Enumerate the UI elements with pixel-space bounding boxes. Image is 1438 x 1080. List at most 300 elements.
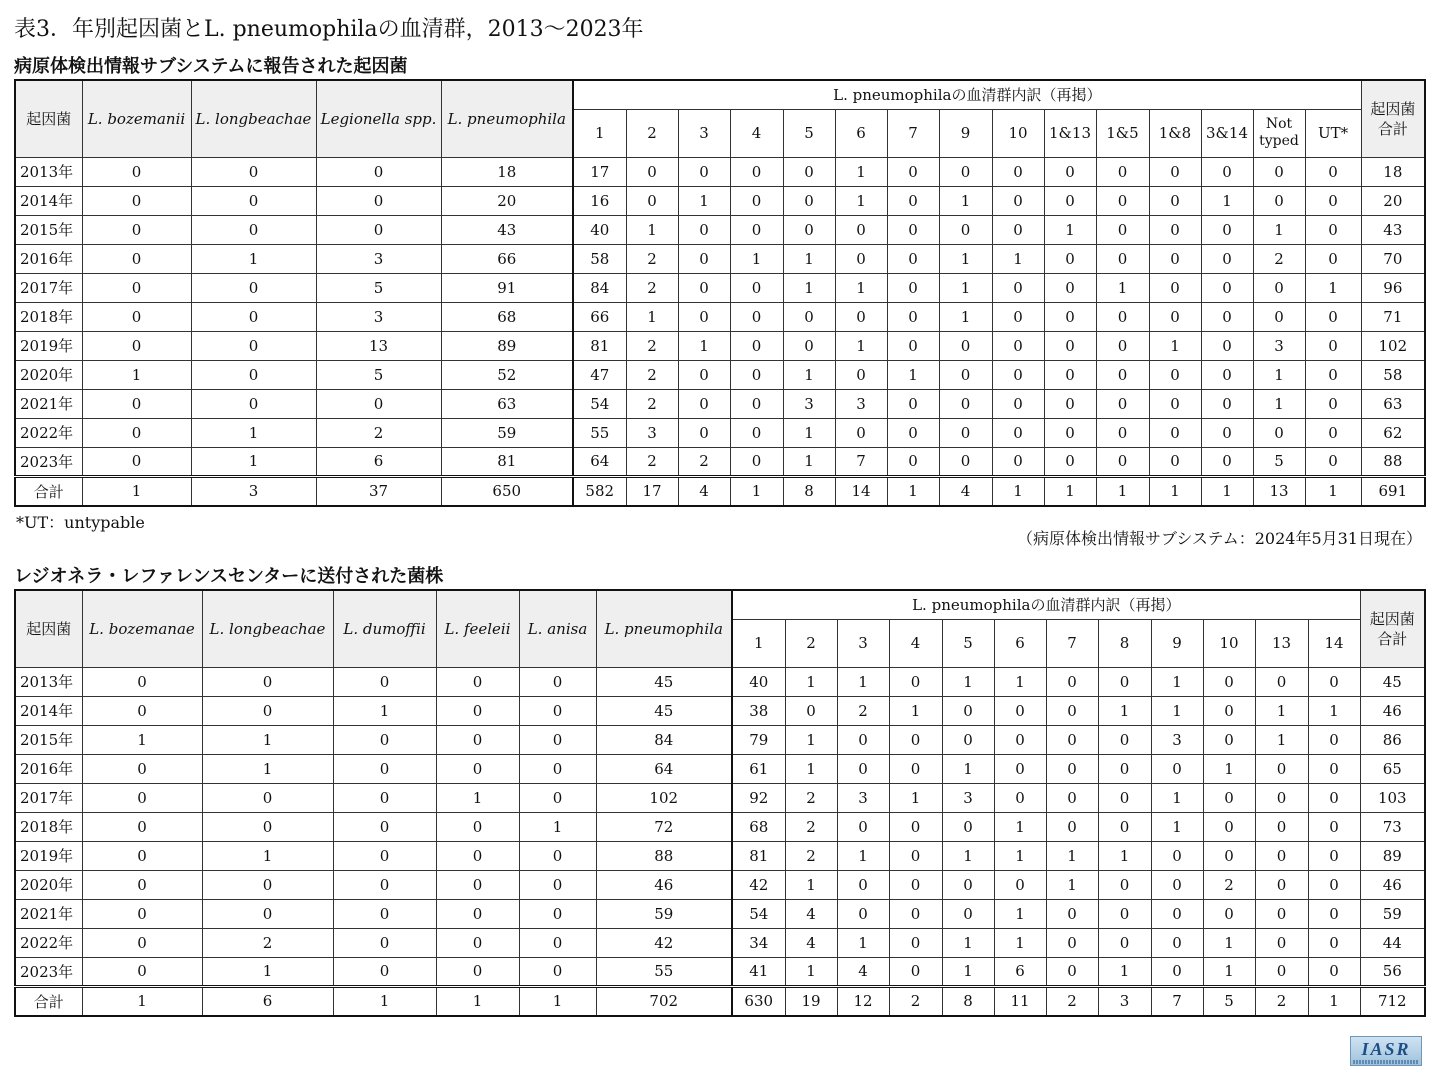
table2-serogroup-cell: 41 — [732, 957, 785, 986]
table2-species-cell: 1 — [202, 957, 333, 986]
table1-serogroup-cell: 1 — [783, 244, 835, 273]
table1-serogroup-cell: 0 — [1044, 273, 1096, 302]
table2-serogroup-cell: 1 — [1255, 696, 1308, 725]
table1-head-serogroup: Not typed — [1253, 109, 1305, 157]
table1-species-cell: 0 — [316, 186, 441, 215]
table2-serogroup-cell: 0 — [889, 812, 942, 841]
table2-serogroup-cell: 3 — [942, 783, 994, 812]
table1-species-cell: 68 — [441, 302, 573, 331]
table2-serogroup-cell: 1 — [942, 957, 994, 986]
table2-species-cell: 0 — [436, 841, 519, 870]
table1-serogroup-cell: 0 — [992, 360, 1044, 389]
table2-serogroup-total-cell: 630 — [732, 986, 785, 1016]
table1-serogroup-cell: 0 — [1201, 273, 1253, 302]
table2-total-cell: 86 — [1360, 725, 1425, 754]
table2-serogroup-cell: 4 — [837, 957, 889, 986]
table1-serogroup-cell: 0 — [835, 215, 887, 244]
table1-species-cell: 0 — [191, 215, 316, 244]
table1-species-cell: 0 — [191, 331, 316, 360]
table2-serogroup-cell: 1 — [1151, 812, 1203, 841]
table1-head-serogroup: 5 — [783, 109, 835, 157]
table1-serogroup-total-cell: 1 — [1149, 476, 1201, 506]
table1-serogroup-cell: 0 — [678, 418, 730, 447]
table1-head-serogroup: 10 — [992, 109, 1044, 157]
table2-species-total-cell: 1 — [436, 986, 519, 1016]
table1-serogroup-cell: 0 — [1096, 418, 1149, 447]
table1-serogroup-cell: 0 — [1305, 447, 1361, 476]
table1-serogroup-cell: 0 — [992, 157, 1044, 186]
table1-serogroup-total-cell: 8 — [783, 476, 835, 506]
table1-row — [15, 186, 1425, 215]
table2-serogroup-cell: 2 — [785, 783, 837, 812]
table1-serogroup-cell: 0 — [1201, 244, 1253, 273]
table1-serogroup-cell: 58 — [573, 244, 626, 273]
table2-serogroup-cell: 0 — [1151, 754, 1203, 783]
table2-species-cell: 64 — [596, 754, 732, 783]
table1-serogroup-cell: 0 — [1253, 418, 1305, 447]
table1-serogroup-cell: 1 — [887, 360, 939, 389]
table1-serogroup-cell: 1 — [939, 244, 992, 273]
table1-serogroup-cell: 16 — [573, 186, 626, 215]
table2-species-cell: 0 — [82, 899, 202, 928]
table1 — [14, 79, 1426, 507]
table1-head-serogroup: 1&5 — [1096, 109, 1149, 157]
table1-species-cell: 3 — [316, 244, 441, 273]
table2-serogroup-cell: 1 — [1046, 870, 1098, 899]
table1-serogroup-total-cell: 1 — [887, 476, 939, 506]
table1-row — [15, 447, 1425, 476]
table2-serogroup-cell: 3 — [837, 783, 889, 812]
table2-species-cell: 0 — [202, 870, 333, 899]
table1-species-cell: 81 — [441, 447, 573, 476]
table1-serogroup-cell: 1 — [783, 360, 835, 389]
table2-species-cell: 0 — [519, 783, 596, 812]
table1-serogroup-cell: 1 — [1253, 215, 1305, 244]
table2-species-cell: 0 — [333, 725, 436, 754]
table2-serogroup-cell: 1 — [785, 870, 837, 899]
table1-head-causative: 起因菌 — [15, 80, 82, 157]
table1-head-serogroup: 4 — [730, 109, 783, 157]
table2-species-cell: 0 — [519, 870, 596, 899]
table1-serogroup-cell: 0 — [1305, 302, 1361, 331]
table2-year-cell: 2020年 — [15, 870, 82, 899]
table2-serogroup-cell: 54 — [732, 899, 785, 928]
table2 — [14, 589, 1426, 1017]
table2-species-cell: 0 — [436, 754, 519, 783]
table1-head-species: L. longbeachae — [191, 80, 316, 157]
table1-serogroup-cell: 0 — [835, 302, 887, 331]
table1-species-cell: 0 — [82, 331, 191, 360]
table2-head-serogroup: 10 — [1203, 619, 1255, 667]
table1-row — [15, 389, 1425, 418]
table2-serogroup-cell: 1 — [1151, 783, 1203, 812]
table1-serogroup-cell: 0 — [939, 157, 992, 186]
table1-serogroup-cell: 0 — [1044, 186, 1096, 215]
table2-serogroup-cell: 0 — [1308, 870, 1360, 899]
table1-species-cell: 0 — [82, 186, 191, 215]
table1-serogroup-total-cell: 4 — [678, 476, 730, 506]
table2-head-causative: 起因菌 — [15, 590, 82, 667]
table1-serogroup-cell: 2 — [626, 331, 678, 360]
table2-serogroup-cell: 1 — [994, 812, 1046, 841]
table2-species-cell: 0 — [519, 957, 596, 986]
table1-serogroup-cell: 0 — [939, 447, 992, 476]
table1-serogroup-cell: 0 — [1096, 157, 1149, 186]
table1-species-total-cell: 1 — [82, 476, 191, 506]
table2-serogroup-cell: 0 — [837, 754, 889, 783]
table1-row — [15, 215, 1425, 244]
table1-species-cell: 0 — [82, 215, 191, 244]
table1-species-cell: 3 — [316, 302, 441, 331]
table1-head-serogroup: 6 — [835, 109, 887, 157]
table1-row — [15, 244, 1425, 273]
table2-total-cell: 45 — [1360, 667, 1425, 696]
table2-species-cell: 0 — [333, 667, 436, 696]
table2-serogroup-cell: 0 — [889, 957, 942, 986]
table1-serogroup-cell: 0 — [1149, 157, 1201, 186]
table1-species-cell: 1 — [82, 360, 191, 389]
table2-head-serogroup: 3 — [837, 619, 889, 667]
table2-head-species: L. longbeachae — [202, 590, 333, 667]
table1-serogroup-cell: 0 — [730, 157, 783, 186]
table2-serogroup-cell: 0 — [1098, 870, 1151, 899]
table1-serogroup-cell: 1 — [1305, 273, 1361, 302]
table1-serogroup-total-cell: 17 — [626, 476, 678, 506]
table2-species-cell: 1 — [82, 725, 202, 754]
table1-serogroup-cell: 1 — [1201, 186, 1253, 215]
table1-serogroup-cell: 0 — [1096, 447, 1149, 476]
table2-serogroup-cell: 0 — [1046, 696, 1098, 725]
table2-head-total: 起因菌合計 — [1360, 590, 1425, 667]
table1-serogroup-cell: 54 — [573, 389, 626, 418]
table1-serogroup-cell: 0 — [1253, 157, 1305, 186]
table1-serogroup-cell: 1 — [1096, 273, 1149, 302]
table2-species-cell: 0 — [333, 812, 436, 841]
table2-serogroup-cell: 1 — [1308, 696, 1360, 725]
table2-serogroup-cell: 0 — [889, 928, 942, 957]
table2-serogroup-cell: 0 — [1308, 812, 1360, 841]
table2-serogroup-cell: 1 — [1203, 928, 1255, 957]
table1-species-cell: 0 — [316, 215, 441, 244]
table1-serogroup-cell: 0 — [1149, 447, 1201, 476]
iasr-logo — [1350, 1036, 1422, 1066]
table1-serogroup-cell: 0 — [1149, 418, 1201, 447]
table1-serogroup-cell: 0 — [992, 447, 1044, 476]
table1-serogroup-cell: 0 — [626, 157, 678, 186]
table1-serogroup-cell: 1 — [939, 302, 992, 331]
table1-serogroup-total-cell: 1 — [1201, 476, 1253, 506]
table1-species-cell: 1 — [191, 418, 316, 447]
table2-row — [15, 870, 1425, 899]
table2-total-label: 合計 — [15, 986, 82, 1016]
table2-head-species: L. pneumophila — [596, 590, 732, 667]
table1-serogroup-cell: 0 — [730, 418, 783, 447]
table1-species-cell: 6 — [316, 447, 441, 476]
table1-serogroup-cell: 1 — [939, 186, 992, 215]
table1-serogroup-cell: 0 — [783, 157, 835, 186]
table2-serogroup-cell: 1 — [837, 841, 889, 870]
table1-serogroup-cell: 0 — [1096, 302, 1149, 331]
table2-species-cell: 0 — [82, 841, 202, 870]
table2-species-cell: 59 — [596, 899, 732, 928]
table2-species-cell: 0 — [519, 928, 596, 957]
table2-serogroup-cell: 4 — [785, 899, 837, 928]
table2-serogroup-cell: 0 — [1151, 899, 1203, 928]
table2-serogroup-cell: 0 — [1308, 957, 1360, 986]
table2-serogroup-cell: 38 — [732, 696, 785, 725]
table1-species-cell: 0 — [191, 302, 316, 331]
table2-serogroup-cell: 0 — [1046, 957, 1098, 986]
table1-row — [15, 273, 1425, 302]
table2-species-cell: 42 — [596, 928, 732, 957]
table1-head-species: L. bozemanii — [82, 80, 191, 157]
table2-serogroup-cell: 0 — [889, 841, 942, 870]
table2-serogroup-cell: 1 — [942, 928, 994, 957]
table2-species-cell: 1 — [519, 812, 596, 841]
table2-serogroup-cell: 1 — [942, 754, 994, 783]
table2-serogroup-cell: 40 — [732, 667, 785, 696]
table1-serogroup-cell: 0 — [730, 186, 783, 215]
table2-species-cell: 0 — [333, 870, 436, 899]
table1-serogroup-cell: 0 — [887, 302, 939, 331]
table1-species-cell: 0 — [82, 157, 191, 186]
table1-row — [15, 157, 1425, 186]
table2-serogroup-cell: 0 — [837, 725, 889, 754]
table2-serogroup-cell: 0 — [1255, 754, 1308, 783]
table2-serogroup-cell: 1 — [942, 841, 994, 870]
table1-serogroup-cell: 0 — [939, 360, 992, 389]
table1-serogroup-cell: 1 — [678, 331, 730, 360]
table1-serogroup-cell: 66 — [573, 302, 626, 331]
table2-head-serogroup: 6 — [994, 619, 1046, 667]
table1-head-serogroup: 1&13 — [1044, 109, 1096, 157]
table2-serogroup-cell: 61 — [732, 754, 785, 783]
table2-serogroup-cell: 0 — [994, 754, 1046, 783]
table1-serogroup-cell: 0 — [1149, 244, 1201, 273]
table2-species-cell: 0 — [436, 667, 519, 696]
table1-serogroup-cell: 0 — [1044, 447, 1096, 476]
table1-total-row — [15, 476, 1425, 506]
table2-serogroup-cell: 1 — [889, 783, 942, 812]
table1-head-serogroup: 3&14 — [1201, 109, 1253, 157]
table1-serogroup-cell: 0 — [678, 360, 730, 389]
table2-serogroup-cell: 0 — [942, 870, 994, 899]
table1-species-cell: 0 — [82, 389, 191, 418]
table1-serogroup-cell: 0 — [887, 447, 939, 476]
table1-serogroup-cell: 0 — [1253, 273, 1305, 302]
table1-serogroup-cell: 1 — [783, 447, 835, 476]
table1-species-cell: 13 — [316, 331, 441, 360]
table2-serogroup-cell: 1 — [1203, 957, 1255, 986]
table2-total-cell: 46 — [1360, 696, 1425, 725]
table2-year-cell: 2016年 — [15, 754, 82, 783]
table2-row — [15, 667, 1425, 696]
table2-row — [15, 696, 1425, 725]
table1-serogroup-cell: 0 — [1044, 389, 1096, 418]
table2-serogroup-cell: 1 — [837, 667, 889, 696]
table2-year-cell: 2018年 — [15, 812, 82, 841]
table1-serogroup-cell: 0 — [1305, 215, 1361, 244]
table2-serogroup-cell: 0 — [1098, 783, 1151, 812]
table1-serogroup-cell: 0 — [1149, 273, 1201, 302]
table1-serogroup-cell: 0 — [1201, 302, 1253, 331]
table2-row — [15, 957, 1425, 986]
table2-serogroup-cell: 0 — [889, 870, 942, 899]
table2-serogroup-total-cell: 11 — [994, 986, 1046, 1016]
table2-serogroup-cell: 0 — [1203, 696, 1255, 725]
table2-species-cell: 0 — [436, 957, 519, 986]
table1-serogroup-cell: 0 — [1253, 302, 1305, 331]
table1-head-species: Legionella spp. — [316, 80, 441, 157]
table2-row — [15, 725, 1425, 754]
table2-serogroup-cell: 0 — [1098, 725, 1151, 754]
table1-serogroup-cell: 1 — [835, 273, 887, 302]
table2-serogroup-cell: 0 — [1046, 754, 1098, 783]
table1-row — [15, 331, 1425, 360]
table2-serogroup-total-cell: 5 — [1203, 986, 1255, 1016]
table1-serogroup-cell: 1 — [835, 157, 887, 186]
table2-species-cell: 0 — [519, 841, 596, 870]
table1-serogroup-cell: 1 — [835, 331, 887, 360]
table1-serogroup-cell: 1 — [783, 418, 835, 447]
table2-serogroup-cell: 1 — [1203, 754, 1255, 783]
table2-species-cell: 0 — [333, 841, 436, 870]
table2-head-serogroup: 5 — [942, 619, 994, 667]
table2-serogroup-cell: 0 — [1098, 667, 1151, 696]
table1-total-cell: 70 — [1361, 244, 1425, 273]
table1-total-cell: 96 — [1361, 273, 1425, 302]
table1-serogroup-cell: 47 — [573, 360, 626, 389]
table1-serogroup-total-cell: 1 — [730, 476, 783, 506]
table2-head-serogroup: 7 — [1046, 619, 1098, 667]
table2-head-species: L. bozemanae — [82, 590, 202, 667]
table2-serogroup-cell: 1 — [1098, 841, 1151, 870]
table2-serogroup-cell: 0 — [1255, 957, 1308, 986]
table1-serogroup-cell: 0 — [730, 215, 783, 244]
table2-species-cell: 1 — [202, 754, 333, 783]
table1-serogroup-cell: 0 — [992, 418, 1044, 447]
table1-serogroup-total-cell: 1 — [1096, 476, 1149, 506]
table2-serogroup-cell: 1 — [785, 754, 837, 783]
table1-year-cell: 2018年 — [15, 302, 82, 331]
table1-serogroup-cell: 0 — [1305, 360, 1361, 389]
table2-serogroup-cell: 2 — [1203, 870, 1255, 899]
table2-serogroup-cell: 0 — [994, 783, 1046, 812]
table1-head-total: 起因菌合計 — [1361, 80, 1425, 157]
table2-species-cell: 45 — [596, 696, 732, 725]
table1-serogroup-cell: 0 — [992, 302, 1044, 331]
table1-serogroup-cell: 0 — [835, 360, 887, 389]
table2-head-species: L. feeleii — [436, 590, 519, 667]
table1-head-serogroup: 1 — [573, 109, 626, 157]
table1-serogroup-cell: 0 — [939, 215, 992, 244]
table1-serogroup-total-cell: 13 — [1253, 476, 1305, 506]
table1-serogroup-cell: 0 — [1253, 186, 1305, 215]
table2-species-cell: 0 — [202, 667, 333, 696]
table1-serogroup-cell: 0 — [887, 331, 939, 360]
table2-serogroup-cell: 0 — [1151, 957, 1203, 986]
table1-footnote: *UT：untypable — [16, 513, 145, 532]
table2-serogroup-cell: 68 — [732, 812, 785, 841]
table2-species-cell: 84 — [596, 725, 732, 754]
table1-head-serogroup: 2 — [626, 109, 678, 157]
table2-serogroup-total-cell: 7 — [1151, 986, 1203, 1016]
table1-serogroup-cell: 0 — [678, 389, 730, 418]
table2-row — [15, 754, 1425, 783]
table2-serogroup-cell: 1 — [1046, 841, 1098, 870]
table2-serogroup-cell: 3 — [1151, 725, 1203, 754]
table2-serogroup-cell: 0 — [837, 812, 889, 841]
table1-serogroup-cell: 0 — [887, 389, 939, 418]
table1-serogroup-cell: 0 — [1044, 244, 1096, 273]
table1-serogroup-cell: 3 — [783, 389, 835, 418]
table1-serogroup-cell: 7 — [835, 447, 887, 476]
table1-serogroup-cell: 3 — [626, 418, 678, 447]
table2-serogroup-cell: 0 — [1308, 928, 1360, 957]
table2-species-cell: 0 — [82, 783, 202, 812]
table2-serogroup-cell: 0 — [1308, 783, 1360, 812]
table1-species-cell: 0 — [82, 302, 191, 331]
table1-serogroup-cell: 0 — [678, 302, 730, 331]
table2-serogroup-cell: 0 — [1203, 783, 1255, 812]
table2-serogroup-cell: 81 — [732, 841, 785, 870]
table2-serogroup-cell: 1 — [994, 928, 1046, 957]
table1-serogroup-cell: 1 — [835, 186, 887, 215]
table1-species-cell: 5 — [316, 273, 441, 302]
table1-serogroup-cell: 40 — [573, 215, 626, 244]
iasr-logo-text: IASR — [1361, 1039, 1411, 1059]
table2-serogroup-total-cell: 3 — [1098, 986, 1151, 1016]
table2-species-cell: 45 — [596, 667, 732, 696]
table2-species-cell: 88 — [596, 841, 732, 870]
table2-serogroup-cell: 0 — [1046, 899, 1098, 928]
table2-serogroup-cell: 0 — [1151, 928, 1203, 957]
table2-row — [15, 812, 1425, 841]
table1-species-cell: 2 — [316, 418, 441, 447]
table2-species-cell: 0 — [436, 725, 519, 754]
table1-serogroup-cell: 0 — [678, 244, 730, 273]
table1-head-serogroup: 1&8 — [1149, 109, 1201, 157]
table1-serogroup-cell: 0 — [939, 418, 992, 447]
table2-head-serogroup: 2 — [785, 619, 837, 667]
table1-serogroup-cell: 0 — [730, 360, 783, 389]
table1-serogroup-cell: 0 — [1305, 244, 1361, 273]
table1-species-cell: 63 — [441, 389, 573, 418]
table1-year-cell: 2013年 — [15, 157, 82, 186]
table2-serogroup-cell: 1 — [942, 667, 994, 696]
table1-serogroup-cell: 0 — [887, 186, 939, 215]
table2-serogroup-cell: 0 — [994, 696, 1046, 725]
table2-serogroup-cell: 0 — [1046, 928, 1098, 957]
table1-serogroup-cell: 0 — [1149, 360, 1201, 389]
table1-serogroup-cell: 0 — [1044, 360, 1096, 389]
table1-total-cell: 58 — [1361, 360, 1425, 389]
table2-species-cell: 0 — [333, 899, 436, 928]
table2-serogroup-cell: 1 — [889, 696, 942, 725]
table2-serogroup-title: L. pneumophilaの血清群内訳（再掲） — [732, 590, 1360, 619]
table1-species-cell: 0 — [191, 360, 316, 389]
table2-serogroup-cell: 34 — [732, 928, 785, 957]
table2-year-cell: 2014年 — [15, 696, 82, 725]
table2-serogroup-cell: 2 — [785, 841, 837, 870]
table2-year-cell: 2013年 — [15, 667, 82, 696]
table1-serogroup-cell: 0 — [1149, 215, 1201, 244]
table2-serogroup-cell: 0 — [1255, 841, 1308, 870]
table1-serogroup-cell: 0 — [1096, 331, 1149, 360]
table2-species-cell: 0 — [202, 899, 333, 928]
table1-serogroup-cell: 0 — [783, 331, 835, 360]
table1-serogroup-cell: 0 — [1201, 447, 1253, 476]
